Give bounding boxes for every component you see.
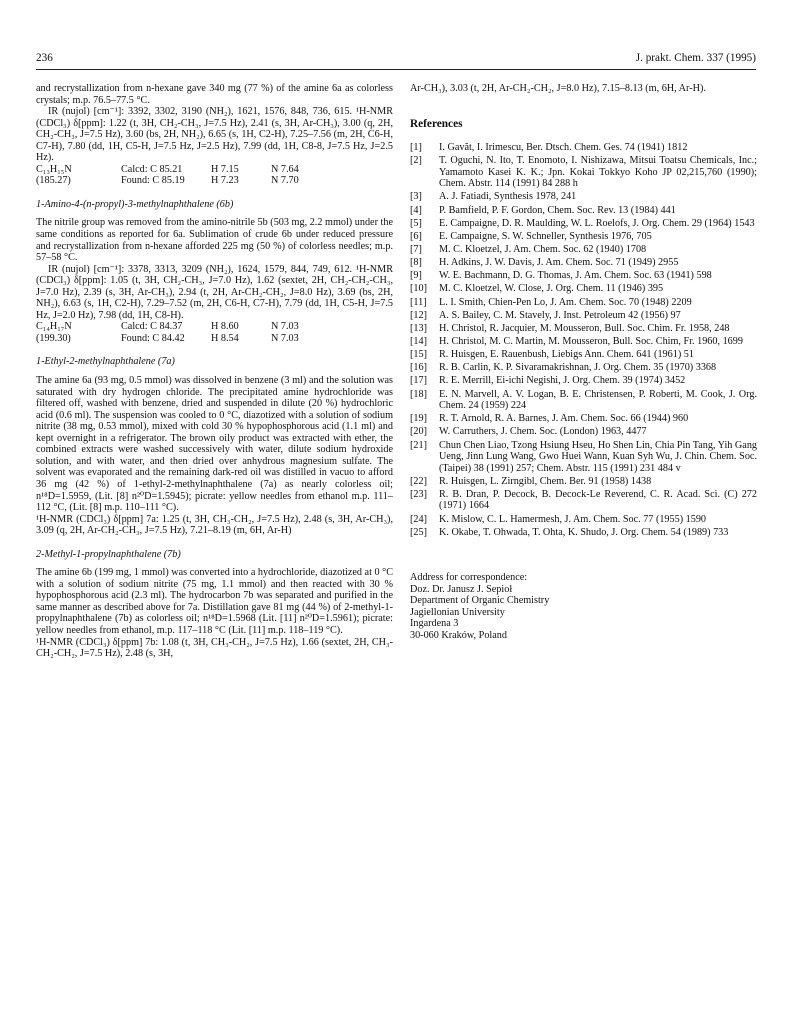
reference-list [410, 142, 757, 538]
references-heading: References [410, 117, 463, 130]
analysis-cell: Found: C 85.19 [121, 175, 185, 187]
analysis-cell: N 7.64 [271, 163, 299, 175]
reference-item [410, 310, 757, 322]
paragraph: and recrystallization from n-hexane gave 340 mg (77 %) of the amine 6a as colorless crystals; m.p. 76.5–77.5 °C. [36, 83, 393, 106]
reference-text: H. Christol, R. Jacquier, M. Mousseron, Bull. Soc. Chim. Fr. 1958, 248 [439, 322, 730, 334]
elemental-analysis-6b [36, 321, 393, 344]
analysis-cell: N 7.70 [271, 175, 299, 187]
reference-number: [8] [410, 257, 422, 269]
reference-text: E. Campaigne, D. R. Maulding, W. L. Roelofs, J. Org. Chem. 29 (1964) 1543 [439, 217, 755, 229]
reference-item [410, 476, 757, 488]
reference-item [410, 218, 757, 230]
reference-number: [11] [410, 296, 427, 308]
address-line: Jagiellonian University [410, 606, 505, 618]
right-column [410, 83, 757, 642]
reference-number: [25] [410, 526, 427, 538]
reference-number: [17] [410, 375, 427, 387]
reference-text: M. C. Kloetzel, W. Close, J. Org. Chem. 11 (1946) 395 [439, 283, 664, 295]
reference-text: A. S. Bailey, C. M. Stavely, J. Inst. Petroleum 42 (1956) 97 [439, 309, 681, 321]
reference-item [410, 191, 757, 203]
reference-text: R. Huisgen, L. Zirngibl, Chem. Ber. 91 (1958) 1438 [439, 475, 652, 487]
reference-text: K. Mislow, C. L. Hamermesh, J. Am. Chem. Soc. 77 (1955) 1590 [439, 513, 707, 525]
reference-number: [9] [410, 270, 422, 282]
reference-item [410, 375, 757, 387]
analysis-cell: H 7.15 [211, 163, 239, 175]
reference-number: [18] [410, 388, 427, 400]
reference-number: [3] [410, 191, 422, 203]
address-line: Doz. Dr. Janusz J. Sepioł [410, 583, 513, 595]
reference-item [410, 349, 757, 361]
elemental-analysis-6a [36, 164, 393, 187]
reference-text: E. N. Marvell, A. V. Logan, B. E. Christensen, P. Roberti, M. Cook, J. Org. Chem. 24 (1959) 224 [439, 388, 757, 412]
reference-text: R. T. Arnold, R. A. Barnes, J. Am. Chem. Soc. 66 (1944) 960 [439, 413, 689, 425]
analysis-cell: Calcd: C 85.21 [121, 163, 183, 175]
analysis-cell: Found: C 84.42 [121, 332, 185, 344]
reference-number: [4] [410, 204, 422, 216]
nmr-data: ¹H-NMR (CDCl₃) δ[ppm] 7a: 1.25 (t, 3H, CH₃-CH₂, J=7.5 Hz), 2.48 (s, 3H, Ar-CH₃), 3.09 (q, 2H, Ar-CH₂-CH₃, J=7.5 Hz), 7.21–8.19 (m, 6H, Ar-H) [36, 513, 393, 537]
reference-item [410, 283, 757, 295]
page-number: 236 [36, 52, 53, 64]
section-heading: 2-Methyl-1-propylnaphthalene (7b) [36, 548, 181, 560]
reference-item [410, 205, 757, 217]
reference-item [410, 440, 757, 475]
address-line: Ingardena 3 [410, 618, 459, 630]
analysis-cell: N 7.03 [271, 332, 299, 344]
reference-number: [15] [410, 349, 427, 361]
analysis-cell: C₁₃H₁₅N [36, 163, 72, 175]
address-line: 30-060 Kraków, Poland [410, 630, 507, 642]
reference-number: [12] [410, 309, 427, 321]
reference-text: P. Bamfield, P. F. Gordon, Chem. Soc. Rev. 13 (1984) 441 [439, 204, 676, 216]
page-header [36, 51, 756, 67]
reference-text: T. Oguchi, N. Ito, T. Enomoto, I. Nishizawa, Mitsui Toatsu Chemicals, Inc.; Yamamoto Kasei K. K.; Jpn. Kokai Tokkyo Koho JP 02,215,760 (1990); Chem. Abstr. 114 (1991) 84 288 h [439, 155, 757, 190]
reference-text: Chun Chen Liao, Tzong Hsiung Hseu, Ho Shen Lin, Chia Pin Tang, Yih Gang Ueng, Jinn Lung Wang, Gwo Huei Wann, Kuan Syh Wu, J. Chin. Chem. Soc. (Taipei) 38 (1991) 257; Chem. Abstr. 115 (1991) 231 484 v [439, 439, 758, 474]
analysis-cell: (185.27) [36, 175, 71, 187]
left-column [36, 83, 393, 660]
section-heading: 1-Amino-4-(n-propyl)-3-methylnaphthalene (6b) [36, 198, 234, 210]
analysis-cell: H 8.60 [211, 321, 239, 333]
reference-text: H. Christol, M. C. Martin, M. Mousseron, Bull. Soc. Chim, Fr. 1960, 1699 [439, 336, 743, 348]
reference-text: R. B. Carlin, K. P. Sivaramakrishnan, J. Org. Chem. 35 (1970) 3368 [439, 362, 717, 374]
ir-nmr-data: IR (nujol) [cm⁻¹]: 3392, 3302, 3190 (NH₂), 1621, 1576, 848, 736, 615. ¹H-NMR (CDCl₃) δ[ppm]: 1.22 (t, 3H, CH₂-CH₃, J=7.5 Hz), 2.41 (s, 3H, Ar-CH₃), 3.00 (q, 2H, CH₂-CH₃, J=7.5 Hz), 3.60 (bs, 2H, NH₂), 6.65 (s, 1H, C2-H), 7.25–7.56 (m, 2H, C6-H, C7-H), 7.80 (dd, 1H, C5-H, J=7.5 Hz, J=2.5 Hz), 7.99 (dd, 1H, C8-8, J=7.5 Hz, J=2.5 Hz). [36, 106, 393, 164]
analysis-cell: Calcd: C 84.37 [121, 321, 183, 333]
paragraph: The amine 6b (199 mg, 1 mmol) was converted into a hydrochloride, diazotized at 0 °C with a solution of sodium nitrite (75 mg, 1.1 mmol) and then reacted with 30 % hypophosphorous acid (2.3 ml). The hydrocarbon 7b was separated and purified in the same manner as described above for 7a. Distillation gave 81 mg (44 %) of 2-methyl-1-propylnaphthalene (7b) as colorless oil; n¹⁸D=1.5968 (Lit. [11] n²⁰D=1.5961); picrate: yellow needles from ethanol, m.p. 117–118 °C (Lit. [11] m.p. 118–119 °C). [36, 567, 393, 636]
reference-item [410, 527, 757, 539]
correspondence-address [410, 572, 757, 641]
section-heading: 1-Ethyl-2-methylnaphthalene (7a) [36, 356, 175, 368]
journal-citation: J. prakt. Chem. 337 (1995) [635, 52, 756, 64]
reference-item [410, 489, 757, 512]
reference-text: W. E. Bachmann, D. G. Thomas, J. Am. Chem. Soc. 63 (1941) 598 [439, 270, 712, 282]
reference-number: [10] [410, 283, 427, 295]
reference-text: L. I. Smith, Chien-Pen Lo, J. Am. Chem. Soc. 70 (1948) 2209 [439, 296, 692, 308]
nmr-data: ¹H-NMR (CDCl₃) δ[ppm] 7b: 1.08 (t, 3H, CH₃-CH₂, J=7.5 Hz), 1.66 (sextet, 2H, CH₃-CH₂-CH₂, J=7.5 Hz), 2.48 (s, 3H, [36, 636, 393, 660]
reference-number: [21] [410, 439, 427, 451]
analysis-cell: C₁₄H₁₇N [36, 321, 72, 333]
paragraph: The nitrile group was removed from the amino-nitrile 5b (503 mg, 2.2 mmol) under the same conditions as reported for 6a. Sublimation of crude 6b under reduced pressure and recrystallization from n-hexane afforded 225 mg (50 %) of colorless needles; m.p. 57–58 °C. [36, 217, 393, 264]
reference-item [410, 270, 757, 282]
reference-item [410, 426, 757, 438]
analysis-cell: H 7.23 [211, 175, 239, 187]
analysis-cell: N 7.03 [271, 321, 299, 333]
reference-number: [16] [410, 362, 427, 374]
reference-number: [22] [410, 475, 427, 487]
analysis-cell: H 8.54 [211, 332, 239, 344]
paragraph: The amine 6a (93 mg, 0.5 mmol) was dissolved in benzene (3 ml) and the solution was saturated with dry hydrogen chloride. The precipitated amine hydrochloride was filtered off, washed with benzene, dried and suspended in dilute (20 %) hydrochloric acid (0.6 ml). The suspension was cooled to 0 °C, diazotized with a solution of sodium nitrite (38 mg, 0.53 mmol), mixed with cold 30 % hypophosphorous acid (1.1 ml) and kept overnight in a refrigerator. The brown oily product was extracted with ether, the combined extracts were washed successively with water, dilute sodium hydroxide solution, and with water, and then dried over anhydrous magnesium sulfate. The solvent was evaporated and the remaining dark-red oil was distilled in vacuo to afford 36 mg (42 %) of 1-ethyl-2-methylnaphthalene (7a) as nearly colorless oil; n¹⁸D=1.5959, (Lit. [8] n²⁰D=1.5945); picrate: yellow needles from ethanol m.p. 111–112 °C, (Lit. [8] m.p. 110–111 °C). [36, 375, 393, 514]
reference-item [410, 336, 757, 348]
reference-item [410, 231, 757, 243]
reference-item [410, 362, 757, 374]
reference-text: A. J. Fatiadi, Synthesis 1978, 241 [439, 191, 577, 203]
reference-text: E. Campaigne, S. W. Schneller, Synthesis 1976, 705 [439, 230, 652, 242]
reference-text: R. E. Merrill, Ei-ichi Negishi, J. Org. Chem. 39 (1974) 3452 [439, 375, 686, 387]
reference-text: R. Huisgen, E. Rauenbush, Liebigs Ann. Chem. 641 (1961) 51 [439, 349, 694, 361]
reference-item [410, 389, 757, 412]
reference-item [410, 413, 757, 425]
reference-number: [1] [410, 142, 422, 154]
reference-item [410, 142, 757, 154]
reference-text: I. Gavăt, I. Irimescu, Ber. Dtsch. Chem. Ges. 74 (1941) 1812 [439, 142, 688, 154]
reference-number: [24] [410, 513, 427, 525]
reference-number: [14] [410, 336, 427, 348]
reference-number: [2] [410, 155, 422, 167]
reference-item [410, 257, 757, 269]
reference-number: [6] [410, 230, 422, 242]
reference-text: M. C. Kloetzel, J. Am. Chem. Soc. 62 (1940) 1708 [439, 244, 647, 256]
reference-number: [5] [410, 217, 422, 229]
reference-number: [20] [410, 426, 427, 438]
reference-text: R. B. Dran, P. Decock, B. Decock-Le Reverend, C. R. Acad. Sci. (C) 272 (1971) 1664 [439, 488, 757, 512]
analysis-cell: (199.30) [36, 332, 71, 344]
address-line: Department of Organic Chemistry [410, 595, 550, 607]
reference-item [410, 244, 757, 256]
paragraph-continuation: Ar-CH₃), 3.03 (t, 2H, Ar-CH₂-CH₂, J=8.0 Hz), 7.15–8.13 (m, 6H, Ar-H). [410, 83, 706, 94]
address-line: Address for correspondence: [410, 572, 528, 584]
ir-nmr-data: IR (nujol) [cm⁻¹]: 3378, 3313, 3209 (NH₂), 1624, 1579, 844, 749, 612. ¹H-NMR (CDCl₃) δ[ppm]: 1.05 (t, 3H, CH₂-CH₃, J=7.0 Hz), 1.62 (sextet, 2H, CH₂-CH₂-CH₃, J=7.0 Hz), 2.39 (s, 3H, Ar-CH₃), 2.94 (t, 2H, Ar-CH₂-CH₂, J=8.0 Hz), 3.69 (bs, 2H, NH₂), 6.63 (s, 1H, C2-H), 7.29–7.52 (m, 2H, C6-H, C7-H), 7.79 (dd, 1H, C5-H, J=7.5 Hz, J=2.0 Hz), 7.98 (dd, 1H, C8-H). [36, 263, 393, 321]
reference-number: [19] [410, 413, 427, 425]
header-rule [36, 69, 756, 70]
reference-number: [23] [410, 488, 427, 500]
reference-item [410, 323, 757, 335]
reference-text: H. Adkins, J. W. Davis, J. Am. Chem. Soc. 71 (1949) 2955 [439, 257, 679, 269]
reference-item [410, 155, 757, 190]
reference-item [410, 514, 757, 526]
reference-text: W. Carruthers, J. Chem. Soc. (London) 1963, 4477 [439, 426, 647, 438]
reference-number: [13] [410, 322, 427, 334]
reference-item [410, 297, 757, 309]
reference-text: K. Okabe, T. Ohwada, T. Ohta, K. Shudo, J. Org. Chem. 54 (1989) 733 [439, 526, 729, 538]
reference-number: [7] [410, 244, 422, 256]
